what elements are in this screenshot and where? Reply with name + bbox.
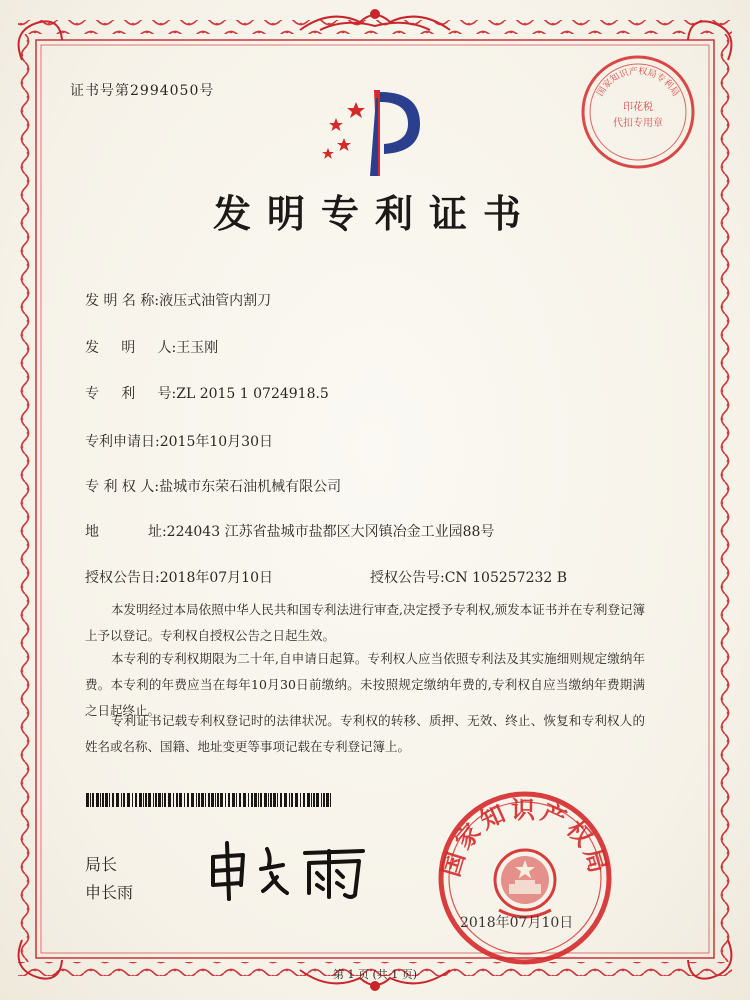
seal-text: 国家知识产权局 (436, 795, 614, 880)
label-address: 地 址: (85, 524, 167, 540)
svg-text:代扣专用章: 代扣专用章 (613, 118, 663, 129)
value-inventor: 王玉刚 (176, 340, 219, 356)
field-patent-number (85, 383, 329, 403)
value-grant-date: 2018年07月10日 (159, 570, 273, 586)
value-application-date: 2015年10月30日 (159, 434, 273, 450)
svg-text:印花税: 印花税 (623, 102, 653, 113)
field-grant-number (370, 567, 567, 587)
handwritten-signature (205, 835, 375, 905)
label-inventor: 发 明 人: (85, 340, 177, 356)
tax-stamp-seal (578, 52, 698, 172)
value-address: 224043 江苏省盐城市盐都区大冈镇冶金工业园88号 (166, 524, 495, 540)
field-application-date (85, 431, 273, 451)
certificate-number: 证书号第2994050号 (70, 83, 215, 99)
certificate-title: 发明专利证书 (212, 191, 537, 236)
field-patentee (85, 476, 341, 496)
value-grant-number: CN 105257232 B (444, 570, 568, 586)
value-patentee: 盐城市东荣石油机械有限公司 (159, 479, 342, 495)
barcode (86, 793, 336, 809)
director-title: 局长 (85, 855, 118, 874)
body-paragraph-3: 专利证书记载专利权登记时的法律状况。专利权的转移、质押、无效、终止、恢复和专利权人的姓名或名称、国籍、地址变更等事项记载在专利登记簿上。 (85, 713, 645, 754)
field-address (85, 521, 494, 541)
field-grant-date (85, 567, 273, 587)
label-patentee: 专 利 权 人: (85, 479, 160, 495)
director-name: 申长雨 (85, 883, 134, 902)
label-invention-name: 发 明 名 称: (85, 293, 160, 309)
cnipa-logo-icon (318, 88, 430, 180)
seal-date: 2018年07月10日 (460, 915, 574, 931)
svg-text:国家知识产权局专利局: 国家知识产权局专利局 (595, 66, 681, 99)
field-inventor (85, 337, 218, 357)
body-paragraph-2: 本专利的专利权期限为二十年,自申请日起算。专利权人应当依照专利法及其实施细则规定缴纳年费。本专利的年费应当在每年10月30日前缴纳。未按照规定缴纳年费的,专利权自应当缴纳年费期满之日起终止。 (85, 651, 645, 718)
label-grant-number: 授权公告号: (370, 570, 445, 586)
page-number: 第 1 页 (共 1 页) (332, 968, 418, 981)
value-invention-name: 液压式油管内割刀 (159, 293, 272, 309)
label-application-date: 专利申请日: (85, 434, 160, 450)
field-invention-name (85, 290, 271, 310)
label-patent-number: 专 利 号: (85, 386, 177, 402)
label-grant-date: 授权公告日: (85, 570, 160, 586)
official-seal (435, 788, 615, 968)
value-patent-number: ZL 2015 1 0724918.5 (176, 386, 329, 402)
body-paragraph-1: 本发明经过本局依照中华人民共和国专利法进行审查,决定授予专利权,颁发本证书并在专利登记簿上予以登记。专利权自授权公告之日起生效。 (85, 602, 645, 643)
